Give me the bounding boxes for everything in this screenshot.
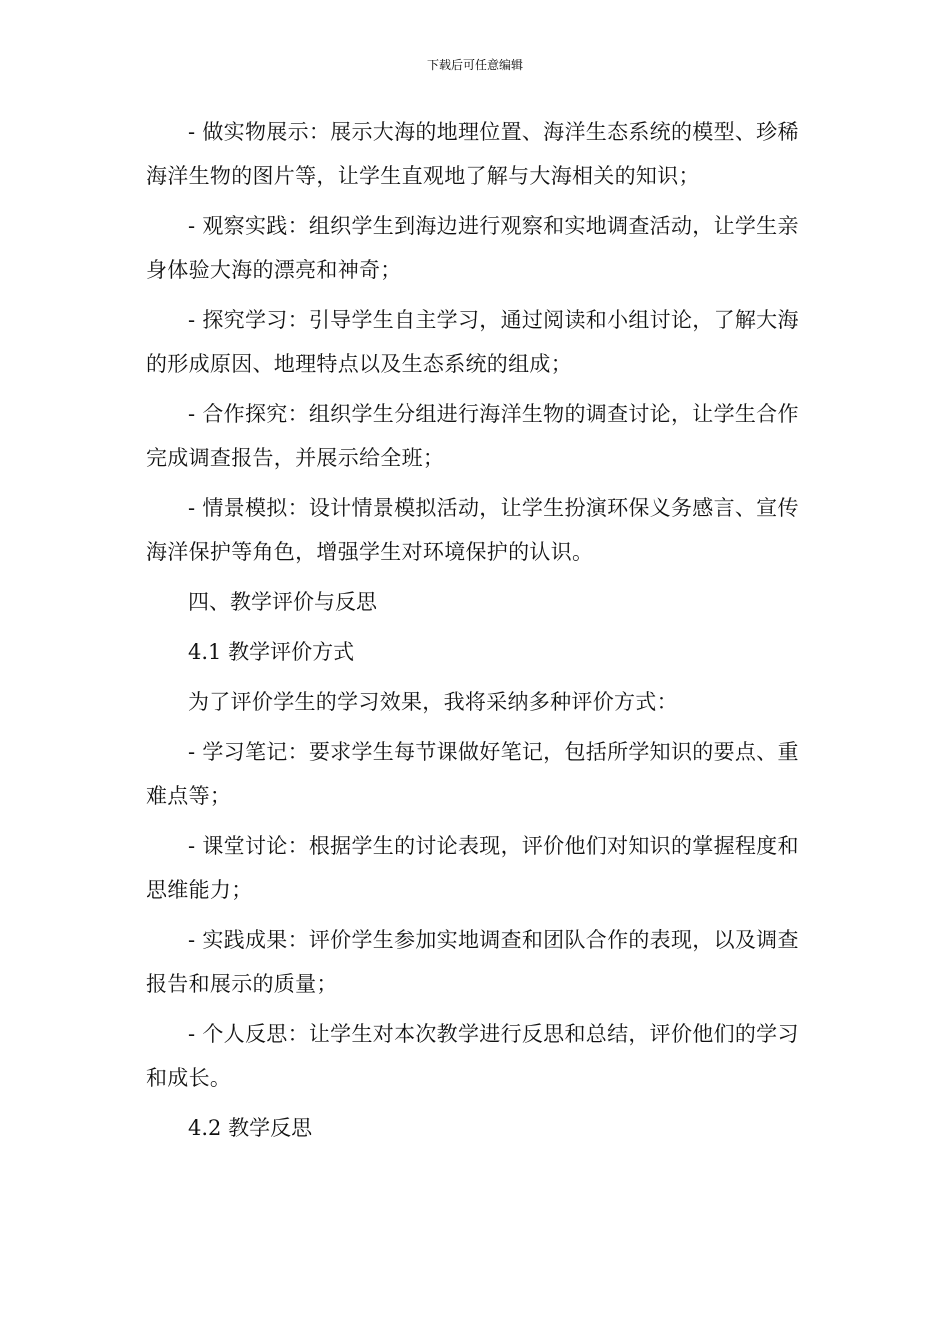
- header-note: 下载后可任意编辑: [426, 58, 523, 72]
- document-body: [146, 110, 806, 1156]
- paragraph-display-materials: - 做实物展示：展示大海的地理位置、海洋生态系统的模型、珍稀海洋生物的图片等，让学生直观地了解与大海相关的知识；: [146, 120, 799, 188]
- paragraph-evaluation-intro: 为了评价学生的学习效果，我将采纳多种评价方式：: [188, 690, 678, 714]
- paragraph-cooperative-inquiry: - 合作探究：组织学生分组进行海洋生物的调查讨论，让学生合作完成调查报告，并展示给全班；: [146, 402, 799, 470]
- subsection-heading-4-2: 4.2 教学反思: [188, 1116, 313, 1140]
- paragraph-inquiry-learning: - 探究学习：引导学生自主学习，通过阅读和小组讨论，了解大海的形成原因、地理特点以及生态系统的组成；: [146, 308, 799, 376]
- paragraph-personal-reflection: - 个人反思：让学生对本次教学进行反思和总结，评价他们的学习和成长。: [146, 1022, 799, 1090]
- section-heading-evaluation: 四、教学评价与反思: [188, 590, 377, 614]
- paragraph-observation-practice: - 观察实践：组织学生到海边进行观察和实地调查活动，让学生亲身体验大海的漂亮和神奇；: [146, 214, 799, 282]
- paragraph-scenario-simulation: - 情景模拟：设计情景模拟活动，让学生扮演环保义务感言、宣传海洋保护等角色，增强学生对环境保护的认识。: [146, 496, 799, 564]
- paragraph-class-discussion: - 课堂讨论：根据学生的讨论表现，评价他们对知识的掌握程度和思维能力；: [146, 834, 799, 902]
- paragraph-practice-results: - 实践成果：评价学生参加实地调查和团队合作的表现，以及调查报告和展示的质量；: [146, 928, 799, 996]
- paragraph-study-notes: - 学习笔记：要求学生每节课做好笔记，包括所学知识的要点、重难点等；: [146, 740, 799, 808]
- subsection-heading-4-1: 4.1 教学评价方式: [188, 640, 355, 664]
